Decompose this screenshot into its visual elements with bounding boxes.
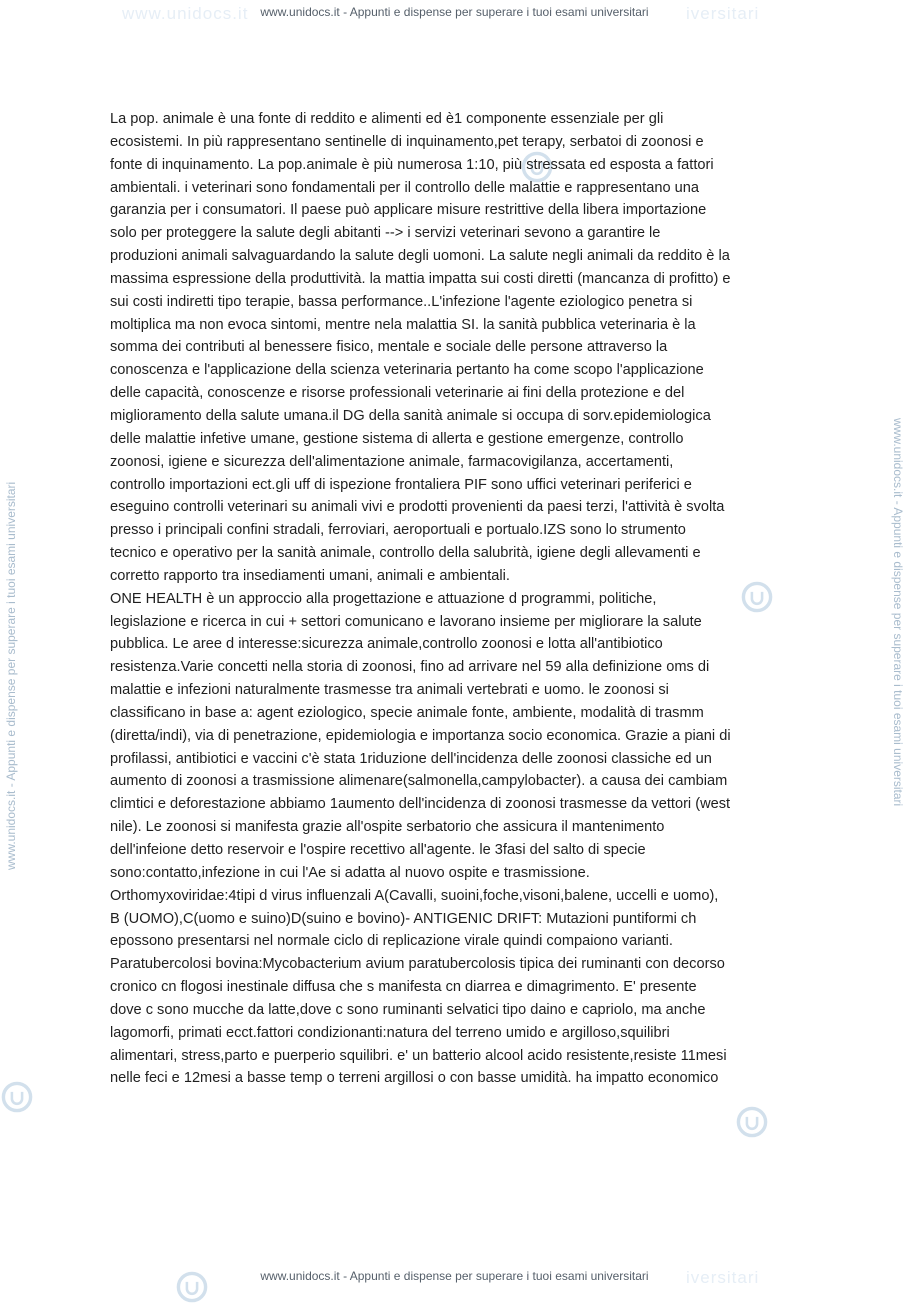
text-line: massima espressione della produttività. la mattia impatta sui costi diretti (mancanza di profitto) e bbox=[110, 270, 731, 287]
text-line: moltiplica ma non evoca sintomi, mentre nela malattia SI. la sanità pubblica veterinaria è la bbox=[110, 316, 696, 333]
header-watermark-right: iversitari bbox=[686, 4, 760, 23]
text-line: alimentari, stress,parto e puerperio squilibri. e' un batterio alcool acido resistente,resiste 11mesi bbox=[110, 1047, 727, 1064]
text-line: fonte di inquinamento. La pop.animale è più numerosa 1:10, più stressata ed esposta a fattori bbox=[110, 156, 714, 173]
text-line: delle malattie infetive umane, gestione sistema di allerta e gestione emergenze, controllo bbox=[110, 430, 684, 447]
text-line: conoscenza e l'applicazione della scienza veterinaria pertanto ha come scopo l'applicazione bbox=[110, 362, 704, 379]
document-body bbox=[110, 108, 830, 1090]
text-line: eseguino controlli veterinari su animali vivi e prodotti provenienti da paesi terzi, l'attività è svolta bbox=[110, 499, 725, 516]
text-line: solo per proteggere la salute degli abitanti --> i servizi veterinari sevono a garantire le bbox=[110, 225, 661, 242]
text-line: nelle feci e 12mesi a basse temp o terreni argillosi o con basse umidità. ha impatto economico bbox=[110, 1070, 719, 1087]
unidocs-logo-icon bbox=[735, 1105, 769, 1139]
text-line: somma dei contributi al benessere fisico, mentale e sociale delle persone attraverso la bbox=[110, 339, 668, 356]
text-line: profilassi, antibiotici e vaccini c'è stata 1riduzione dell'incidenza delle zoonosi classiche ed un bbox=[110, 750, 712, 767]
header-banner: www.unidocs.it - Appunti e dispense per superare i tuoi esami universitari bbox=[260, 5, 649, 19]
text-line: sono:contatto,infezione in cui l'Ae si adatta al nuovo ospite e trasmissione. bbox=[110, 864, 590, 881]
text-line: presso i principali confini stradali, ferroviari, aeroportuali e portualo.IZS sono lo strumento bbox=[110, 522, 686, 539]
text-line: corretto rapporto tra insediamenti umani, animali e ambientali. bbox=[110, 567, 510, 584]
side-banner-right: www.unidocs.it - Appunti e dispense per superare i tuoi esami universitari bbox=[891, 418, 905, 807]
text-line: climtici e deforestazione abbiamo 1aumento dell'incidenza di zoonosi trasmesse da vettori (west bbox=[110, 796, 731, 813]
body-paragraph bbox=[110, 108, 830, 1090]
text-line: (diretta/indi), via di penetrazione, epidemiologia e importanza socio economica. Grazie a piani di bbox=[110, 727, 731, 744]
text-line: malattie e infezioni naturalmente trasmesse tra animali vertebrati e uomo. le zoonosi si bbox=[110, 682, 669, 699]
text-line: ONE HEALTH è un approccio alla progettazione e attuazione d programmi, politiche, bbox=[110, 590, 657, 607]
text-line: classificano in base a: agent eziologico, specie animale fonte, ambiente, modalità di trasmm bbox=[110, 704, 704, 721]
text-line: epossono presentarsi nel normale ciclo di replicazione virale quindi compaiono varianti. bbox=[110, 933, 673, 950]
text-line: garanzia per i consumatori. Il paese può applicare misure restrittive della libera importazione bbox=[110, 202, 707, 219]
text-line: delle capacità, conoscenze e risorse professionali veterinarie ai fini della protezione e del bbox=[110, 385, 685, 402]
unidocs-logo-icon bbox=[0, 1080, 34, 1114]
text-line: Orthomyxoviridae:4tipi d virus influenzali A(Cavalli, suoini,foche,visoni,balene, uccelli e uomo), bbox=[110, 887, 719, 904]
footer-banner: www.unidocs.it - Appunti e dispense per superare i tuoi esami universitari bbox=[260, 1269, 649, 1283]
side-banner-left: www.unidocs.it - Appunti e dispense per superare i tuoi esami universitari bbox=[4, 481, 18, 870]
text-line: lagomorfi, primati ecct.fattori condizionanti:natura del terreno umido e argilloso,squilibri bbox=[110, 1024, 670, 1041]
text-line: dove c sono mucche da latte,dove c sono ruminanti selvatici tipo daino e capriolo, ma anche bbox=[110, 1001, 706, 1018]
text-line: tecnico e operativo per la sanità animale, controllo della salubrità, igiene degli allevamenti e bbox=[110, 545, 701, 562]
text-line: sui costi indiretti tipo terapie, bassa performance..L'infezione l'agente eziologico penetra si bbox=[110, 293, 693, 310]
text-line: legislazione e ricerca in cui + settori comunicano e lavorano insieme per migliorare la salute bbox=[110, 613, 702, 630]
text-line: produzioni animali salvaguardando la salute degli uomoni. La salute negli animali da reddito è la bbox=[110, 248, 730, 265]
text-line: miglioramento della salute umana.il DG della sanità animale si occupa di sorv.epidemiologica bbox=[110, 407, 711, 424]
text-line: La pop. animale è una fonte di reddito e alimenti ed è1 componente essenziale per gli bbox=[110, 111, 664, 127]
text-line: Paratubercolosi bovina:Mycobacterium avium paratubercolosis tipica dei ruminanti con decorso bbox=[110, 956, 725, 973]
text-line: resistenza.Varie concetti nella storia di zoonosi, fino ad arrivare nel 59 alla definizione oms di bbox=[110, 659, 710, 676]
text-line: ecosistemi. In più rappresentano sentinelle di inquinamento,pet terapy, serbatoi di zoonosi e bbox=[110, 133, 704, 150]
text-line: cronico cn flogosi inestinale diffusa che s manifesta cn diarrea e dimagrimento. E' presente bbox=[110, 979, 697, 996]
text-line: controllo importazioni ect.gli uff di ispezione frontaliera PIF sono uffici veterinari periferici e bbox=[110, 476, 692, 493]
text-line: zoonosi, igiene e sicurezza dell'alimentazione animale, farmacovigilanza, accertamenti, bbox=[110, 453, 674, 470]
text-line: ambientali. i veterinari sono fondamentali per il controllo delle malattie e rappresentano una bbox=[110, 179, 699, 196]
text-line: B (UOMO),C(uomo e suino)D(suino e bovino)- ANTIGENIC DRIFT: Mutazioni puntiformi ch bbox=[110, 910, 697, 927]
text-line: aumento di zoonosi a trasmissione alimenare(salmonella,campylobacter). a causa dei cambiam bbox=[110, 773, 728, 790]
text-line: nile). Le zoonosi si manifesta grazie all'ospite serbatorio che assicura il mantenimento bbox=[110, 819, 665, 836]
footer-watermark-right: iversitari bbox=[686, 1268, 760, 1287]
header-watermark-left: www.unidocs.it bbox=[122, 4, 249, 23]
text-line: pubblica. Le aree d interesse:sicurezza animale,controllo zoonosi e lotta all'antibiotico bbox=[110, 636, 663, 653]
text-line: dell'infeione detto reservoir e l'ospire recettivo all'agente. le 3fasi del salto di specie bbox=[110, 842, 646, 858]
